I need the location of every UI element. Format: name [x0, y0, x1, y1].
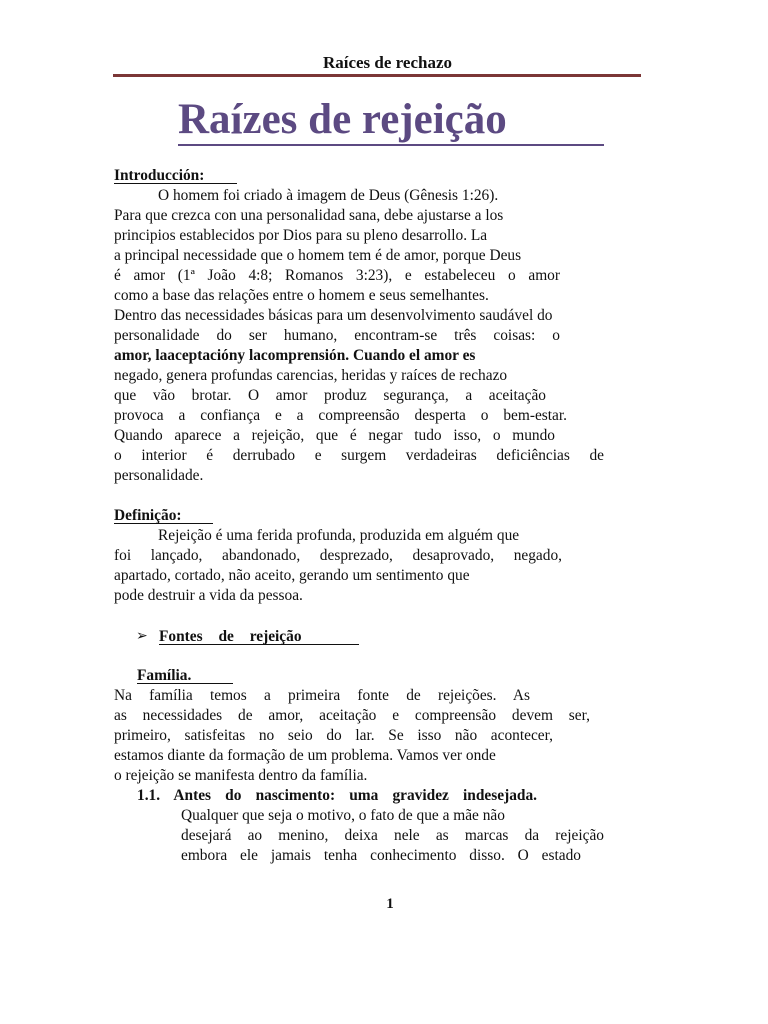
paragraph-line: que vão brotar. O amor produz segurança, a aceitação [114, 387, 546, 404]
paragraph-line: Qualquer que seja o motivo, o fato de que a mãe não [181, 807, 505, 824]
paragraph-line: primeiro, satisfeitas no seio do lar. Se isso não acontecer, [114, 727, 553, 744]
document-title: Raízes de rejeição [178, 96, 604, 146]
paragraph-line: principios establecidos por Dios para su pleno desarrollo. La [114, 227, 488, 244]
sources-heading-label: Fontes de rejeição [159, 628, 302, 645]
page-number: 1 [386, 896, 394, 912]
paragraph-line: Dentro das necessidades básicas para um desenvolvimento saudável do [114, 307, 553, 324]
family-heading [137, 666, 191, 685]
sources-heading [159, 627, 302, 646]
paragraph-line: apartado, cortado, não aceito, gerando um sentimento que [114, 567, 470, 584]
paragraph-line: O homem foi criado à imagem de Deus (Gênesis 1:26). [158, 187, 499, 204]
definition-heading [114, 506, 182, 525]
paragraph-line: é amor (1ª João 4:8; Romanos 3:23), e estabeleceu o amor [114, 267, 560, 284]
definition-heading-label: Definição: [114, 507, 182, 524]
paragraph-line: Quando aparece a rejeição, que é negar tudo isso, o mundo [114, 427, 555, 444]
paragraph-line: personalidade. [114, 467, 204, 484]
running-header: Raíces de rechazo [322, 53, 453, 72]
paragraph-line: o rejeição se manifesta dentro da família. [114, 767, 368, 784]
paragraph-line-bold: amor, laaceptacióny lacomprensión. Cuando el amor es [114, 347, 476, 364]
paragraph-line: Rejeição é uma ferida profunda, produzida em alguém que [158, 527, 520, 544]
paragraph-line: como a base das relações entre o homem e seus semelhantes. [114, 287, 489, 304]
paragraph-line: pode destruir a vida da pessoa. [114, 587, 303, 604]
paragraph-line: as necessidades de amor, aceitação e compreensão devem ser, [114, 707, 590, 724]
header-rule [113, 74, 641, 77]
paragraph-line: Na família temos a primeira fonte de rejeições. As [114, 687, 530, 704]
introduction-heading [114, 166, 204, 185]
family-heading-label: Família. [137, 667, 192, 684]
paragraph-line: provoca a confiança e a compreensão desperta o bem-estar. [114, 407, 567, 424]
introduction-heading-label: Introducción: [114, 167, 205, 184]
paragraph-line: foi lançado, abandonado, desprezado, desaprovado, negado, [114, 547, 562, 564]
paragraph-line: embora ele jamais tenha conhecimento disso. O estado [181, 847, 581, 864]
subsection-heading: 1.1. Antes do nascimento: uma gravidez indesejada. [137, 787, 537, 804]
paragraph-line: Para que crezca con una personalidad sana, debe ajustarse a los [114, 207, 504, 224]
paragraph-line: negado, genera profundas carencias, heridas y raíces de rechazo [114, 367, 508, 384]
paragraph-line: personalidade do ser humano, encontram-se três coisas: o [114, 327, 560, 344]
paragraph-line: desejará ao menino, deixa nele as marcas da rejeição [181, 827, 604, 844]
arrow-bullet-icon: ➢ [136, 629, 148, 644]
paragraph-line: o interior é derrubado e surgem verdadeiras deficiências de [114, 447, 604, 464]
paragraph-line: estamos diante da formação de um problema. Vamos ver onde [114, 747, 496, 764]
paragraph-line: a principal necessidade que o homem tem é de amor, porque Deus [114, 247, 522, 264]
